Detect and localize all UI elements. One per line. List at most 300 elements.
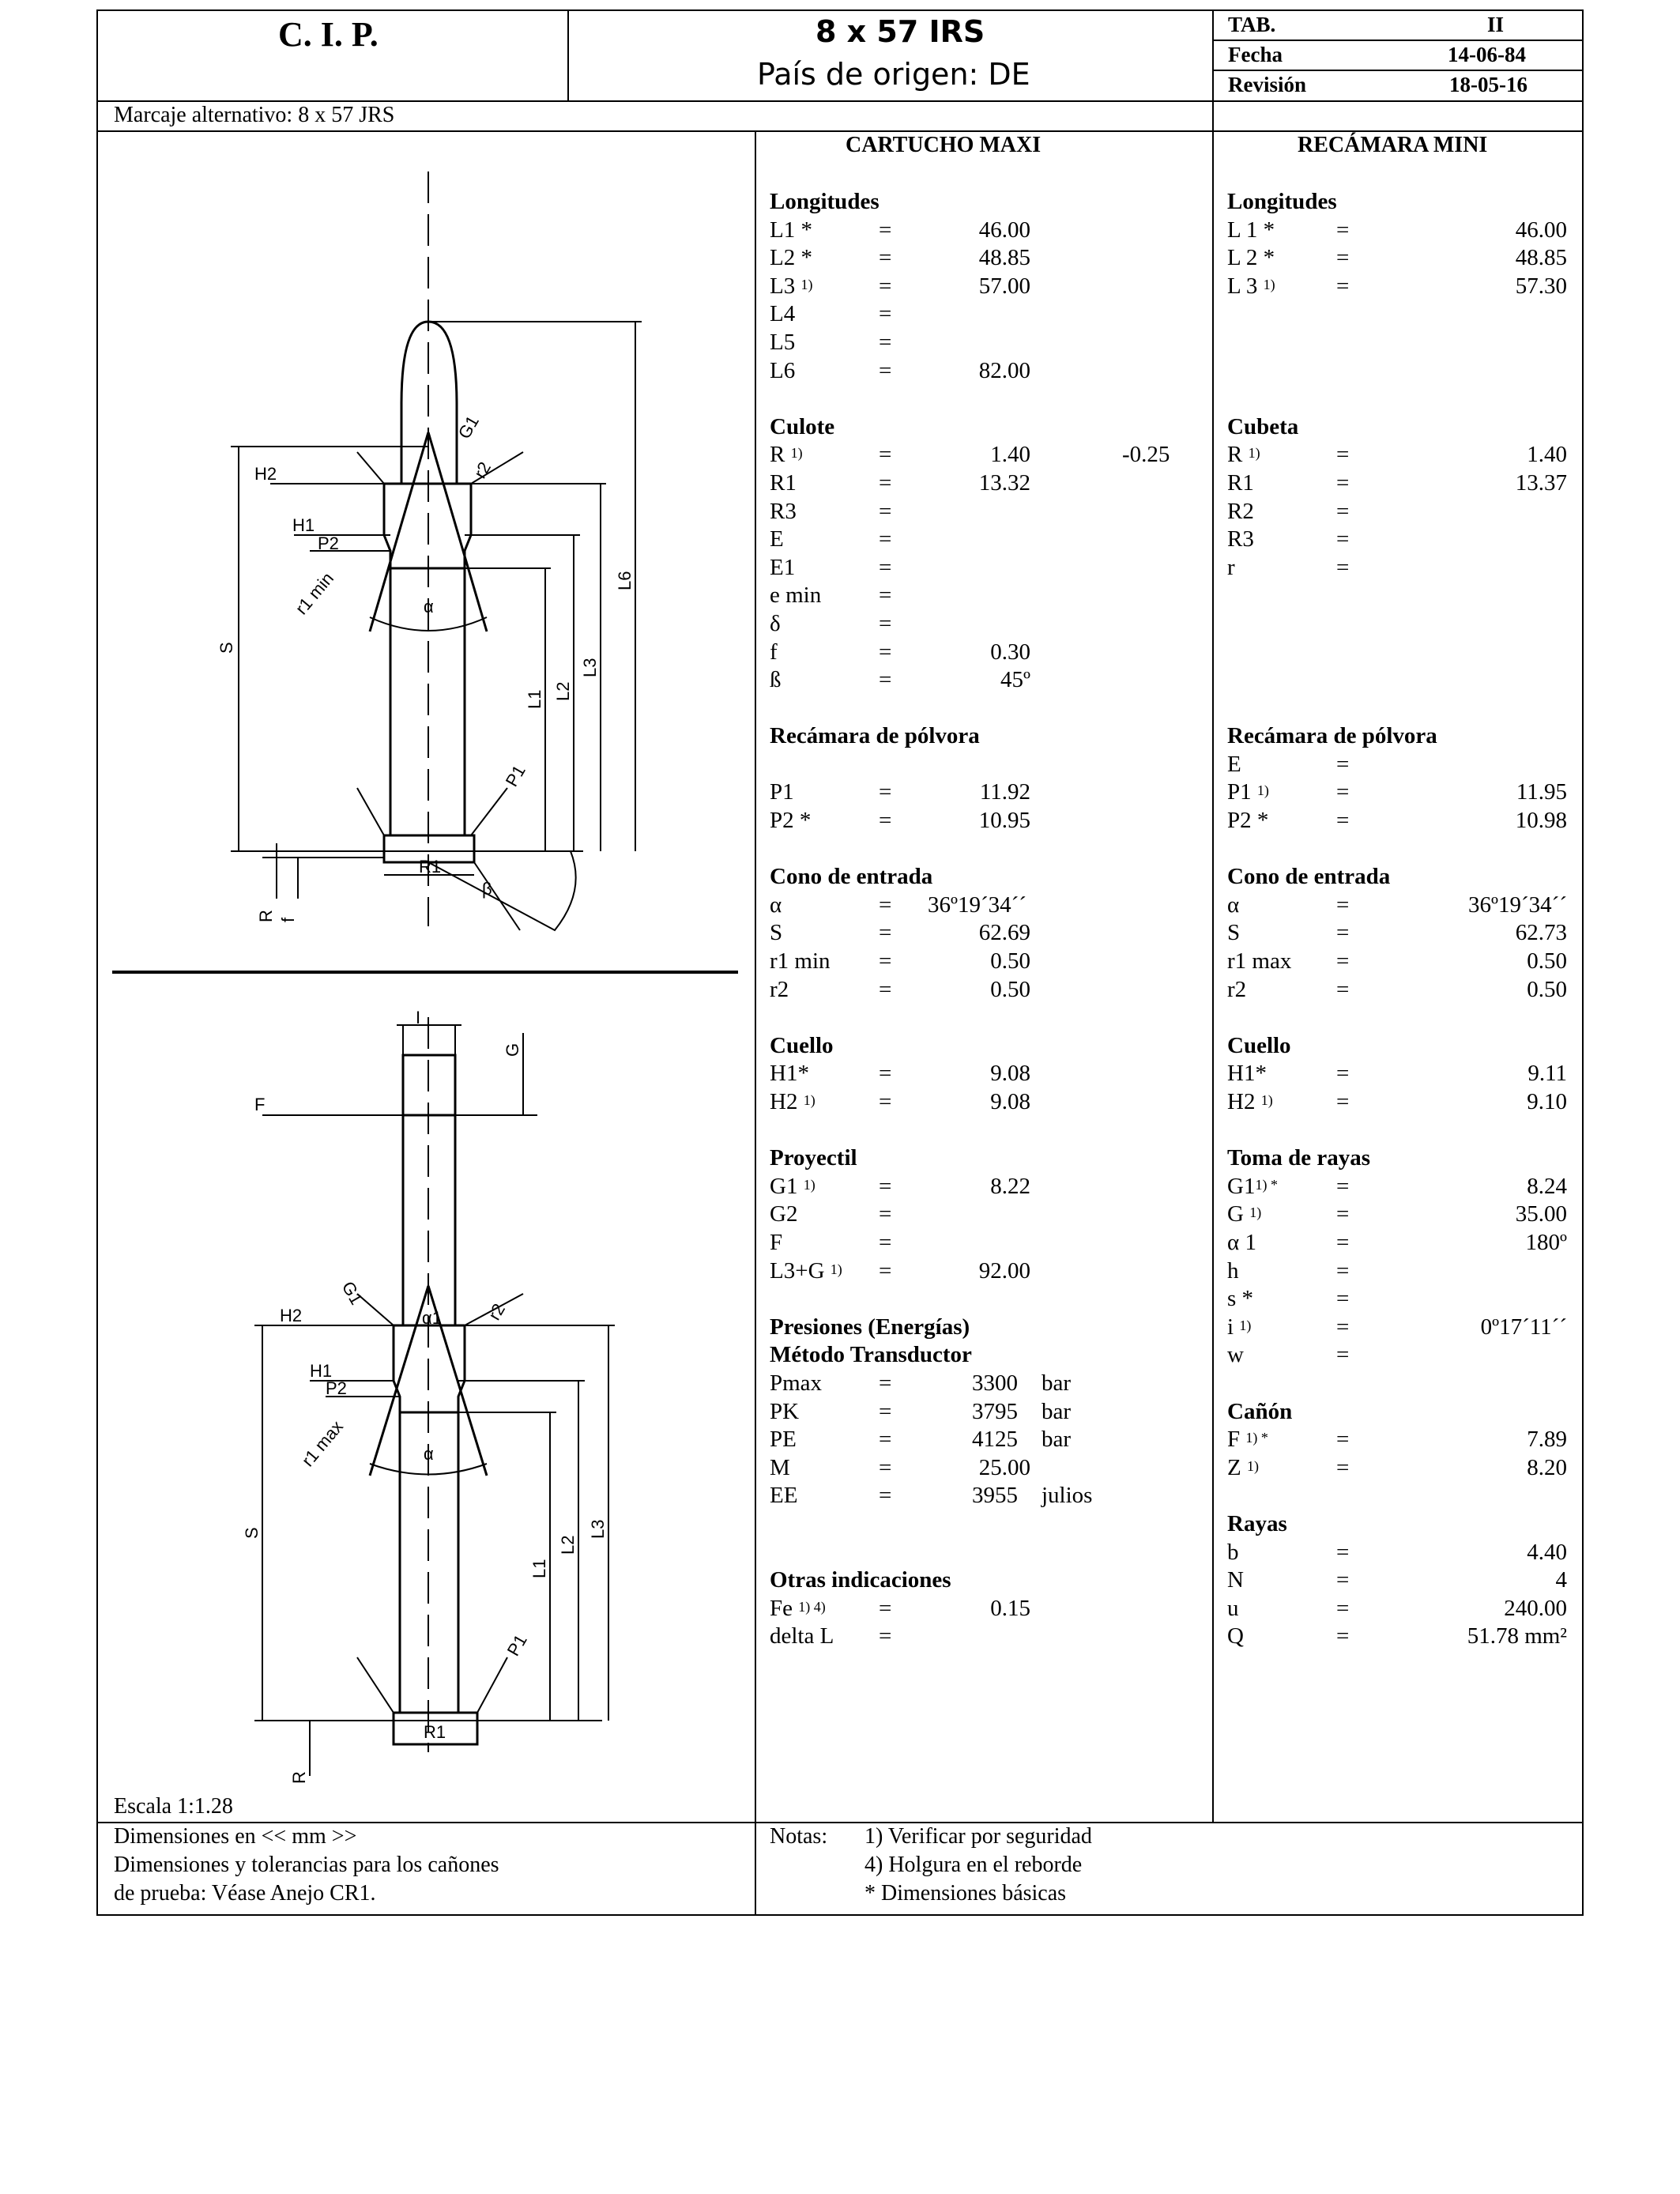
param-value: 0.50 [990, 976, 1030, 1002]
meta-line-1 [1212, 40, 1584, 41]
param-row [1227, 1341, 1575, 1370]
scale-label: Escala 1:1.28 [114, 1794, 233, 1819]
label-h2-bottom: H2 [280, 1306, 303, 1325]
param-key: L5 [770, 329, 796, 355]
label-r1min-top: r1 min [291, 568, 338, 619]
row-spacer [770, 1004, 1212, 1032]
param-row [1227, 751, 1575, 779]
param-value: 180º [1525, 1229, 1567, 1255]
param-unit: bar [1042, 1370, 1072, 1396]
param-value: 0.50 [1527, 948, 1567, 974]
section-title: Recámara de pólvora [1227, 723, 1437, 749]
param-value: 9.08 [990, 1089, 1030, 1114]
label-beta-top: β [482, 879, 492, 899]
equals-sign: = [879, 1061, 892, 1087]
param-row [770, 1482, 1212, 1510]
equals-sign: = [879, 1398, 892, 1424]
equals-sign: = [1336, 1201, 1350, 1227]
param-row [1227, 1173, 1575, 1201]
equals-sign: = [1336, 1539, 1350, 1565]
org-title: C. I. P. [278, 15, 379, 54]
param-key: S [770, 920, 783, 946]
cartucho-heading: CARTUCHO MAXI [846, 133, 1042, 157]
equals-sign: = [879, 498, 892, 524]
param-key: L 2 * [1227, 245, 1275, 271]
param-key: H2 $^{1)}$ [770, 1089, 816, 1114]
recamara-heading: RECÁMARA MINI [1298, 133, 1488, 157]
equals-sign: = [1336, 920, 1350, 946]
equals-sign: = [1336, 1061, 1350, 1087]
param-value: 35.00 [1515, 1201, 1567, 1227]
equals-sign: = [1336, 498, 1350, 524]
label-h1-bottom: H1 [310, 1361, 333, 1381]
param-key: Z $^{1)}$ [1227, 1454, 1259, 1480]
param-value: 4125 [972, 1427, 1018, 1453]
param-value: 51.78 mm² [1467, 1623, 1567, 1649]
param-row [770, 639, 1212, 667]
equals-sign: = [1336, 948, 1350, 974]
origin-text: País de origen: DE [757, 57, 1030, 92]
param-value: 25.00 [978, 1454, 1030, 1480]
param-row [1227, 976, 1575, 1005]
param-row [770, 610, 1212, 639]
revision-value: 18-05-16 [1449, 73, 1527, 96]
param-value: 36º19´34´´ [1468, 892, 1567, 918]
equals-sign: = [1336, 976, 1350, 1002]
param-row [770, 1201, 1212, 1229]
equals-sign: = [879, 948, 892, 974]
label-r2-bottom: r2 [484, 1300, 510, 1324]
section-title: Cubeta [1227, 413, 1299, 439]
tab-label: TAB. [1228, 13, 1276, 36]
caliber-title: 8 x 57 IRS [816, 14, 985, 49]
param-row [770, 1088, 1212, 1117]
equals-sign: = [879, 976, 892, 1002]
equals-sign: = [879, 1257, 892, 1284]
param-row [1227, 1314, 1575, 1342]
param-row [770, 357, 1212, 386]
param-key: R3 [770, 498, 797, 524]
equals-sign: = [879, 1427, 892, 1453]
param-row [770, 1595, 1212, 1623]
row-spacer [1227, 357, 1575, 386]
label-i-bottom: I [416, 1008, 421, 1027]
param-value: 1.40 [990, 442, 1030, 468]
label-alpha-bottom: α [424, 1444, 434, 1464]
fecha-value: 14-06-84 [1448, 43, 1526, 66]
param-key: f [770, 639, 778, 665]
equals-sign: = [879, 779, 892, 805]
param-key: G2 [770, 1201, 798, 1227]
row-spacer [1227, 1482, 1575, 1510]
param-key: r [1227, 554, 1235, 580]
equals-sign: = [1336, 273, 1350, 299]
label-p2-bottom: P2 [326, 1378, 347, 1398]
param-key: L2 * [770, 245, 812, 271]
param-row [1227, 217, 1575, 245]
param-key: H1* [1227, 1061, 1267, 1087]
param-row [770, 498, 1212, 526]
equals-sign: = [1336, 1623, 1350, 1649]
param-row [1227, 807, 1575, 835]
tab-value: II [1487, 13, 1505, 36]
equals-sign: = [879, 1595, 892, 1621]
param-key: r1 min [770, 948, 831, 974]
section-title: Cono de entrada [1227, 864, 1391, 890]
param-unit: julios [1042, 1483, 1093, 1509]
param-row [770, 554, 1212, 582]
param-key: R $^{1)}$ [770, 442, 803, 468]
param-key: H2 $^{1)}$ [1227, 1089, 1273, 1114]
param-row [770, 441, 1212, 469]
label-l2-bottom: L2 [558, 1535, 578, 1555]
col-divider-1 [755, 130, 756, 1916]
param-row [1227, 1285, 1575, 1314]
section-title: Otras indicaciones [770, 1567, 951, 1593]
row-spacer [770, 1510, 1212, 1539]
equals-sign: = [879, 1173, 892, 1199]
param-value: 11.92 [979, 779, 1030, 805]
param-row [770, 273, 1212, 301]
nota-1: 1) Verificar por seguridad [864, 1824, 1092, 1849]
equals-sign: = [879, 554, 892, 580]
param-value: 8.20 [1527, 1454, 1567, 1480]
param-key: e min [770, 582, 822, 609]
param-row [770, 300, 1212, 329]
equals-sign: = [1336, 469, 1350, 496]
param-row [1227, 498, 1575, 526]
param-key: Q [1227, 1623, 1244, 1649]
param-key: H1* [770, 1061, 809, 1087]
equals-sign: = [1336, 1173, 1350, 1199]
param-row [770, 1623, 1212, 1651]
row-spacer [1227, 582, 1575, 610]
row-spacer [1227, 835, 1575, 864]
equals-sign: = [879, 469, 892, 496]
equals-sign: = [879, 526, 892, 552]
param-value: 10.98 [1515, 808, 1567, 834]
param-row [770, 469, 1212, 498]
param-value: 8.22 [990, 1173, 1030, 1199]
section-title: Cañón [1227, 1398, 1293, 1424]
param-row [770, 948, 1212, 976]
row-spacer [770, 1117, 1212, 1145]
param-row [1227, 1623, 1575, 1651]
notas-label: Notas: [770, 1824, 828, 1849]
equals-sign: = [879, 1229, 892, 1255]
param-key: L6 [770, 357, 796, 383]
label-h2-top: H2 [254, 464, 277, 484]
row-spacer [1227, 666, 1575, 695]
row-spacer [770, 835, 1212, 864]
param-key: s * [1227, 1286, 1254, 1312]
param-value: 8.24 [1527, 1173, 1567, 1199]
param-key: $G1^{1) *}$ [1227, 1173, 1278, 1199]
footer-top-line [96, 1822, 1584, 1823]
equals-sign: = [879, 357, 892, 383]
equals-sign: = [879, 582, 892, 609]
param-value: 92.00 [978, 1257, 1030, 1284]
param-row [770, 217, 1212, 245]
equals-sign: = [1336, 217, 1350, 243]
param-unit: -0.25 [1122, 442, 1170, 468]
param-row [770, 1370, 1212, 1398]
row-spacer [1227, 695, 1575, 723]
param-value: 0.30 [990, 639, 1030, 665]
param-row [770, 1454, 1212, 1483]
param-key: L3+G $^{1)}$ [770, 1257, 842, 1284]
equals-sign: = [879, 1370, 892, 1396]
label-f-bottom: F [254, 1095, 266, 1114]
param-key: L 1 * [1227, 217, 1275, 243]
param-value: 9.10 [1527, 1089, 1567, 1114]
param-key: u [1227, 1595, 1239, 1621]
recamara-column [1227, 188, 1575, 1651]
section-title: Rayas [1227, 1510, 1287, 1536]
param-row [1227, 1566, 1575, 1595]
param-value: 0º17´11´´ [1480, 1314, 1567, 1340]
param-value: 82.00 [978, 357, 1030, 383]
equals-sign: = [1336, 1257, 1350, 1284]
param-row [1227, 948, 1575, 976]
param-value: 46.00 [978, 217, 1030, 243]
label-f-top: f [278, 917, 298, 922]
param-value: 1.40 [1527, 442, 1567, 468]
param-key: R $^{1)}$ [1227, 442, 1260, 468]
section-title: Cono de entrada [770, 864, 933, 890]
param-unit: bar [1042, 1427, 1072, 1453]
cip-sheet [96, 9, 1584, 1916]
param-value: 9.11 [1527, 1061, 1567, 1087]
section-title: Proyectil [770, 1145, 857, 1171]
row-spacer [1227, 1370, 1575, 1398]
section-title: Toma de rayas [1227, 1145, 1370, 1171]
label-p2-top: P2 [318, 533, 339, 553]
header-divider-1 [567, 9, 569, 101]
section-subtitle: Método Transductor [770, 1342, 972, 1368]
param-key: P1 [770, 779, 794, 805]
param-row [770, 1257, 1212, 1286]
label-alpha-top: α [424, 597, 434, 616]
param-value: 57.30 [1515, 273, 1567, 299]
param-value: 36º19´34´´ [928, 892, 1026, 918]
param-key: PE [770, 1427, 797, 1453]
equals-sign: = [879, 273, 892, 299]
param-key: α [1227, 892, 1240, 918]
equals-sign: = [879, 1089, 892, 1114]
section-title: Longitudes [770, 189, 880, 214]
param-value: 240.00 [1504, 1595, 1567, 1621]
param-row [1227, 892, 1575, 920]
param-value: 13.37 [1515, 469, 1567, 496]
param-value: 3955 [972, 1483, 1018, 1509]
label-s-top: S [217, 642, 236, 654]
param-row [770, 807, 1212, 835]
equals-sign: = [1336, 526, 1350, 552]
equals-sign: = [879, 892, 892, 918]
param-key: F $^{1) *}$ [1227, 1427, 1268, 1453]
param-key: L 3 $^{1)}$ [1227, 273, 1275, 299]
col-divider-2 [1212, 130, 1214, 1822]
equals-sign: = [1336, 442, 1350, 468]
param-value: 11.95 [1516, 779, 1567, 805]
row-spacer [770, 695, 1212, 723]
param-key: delta L [770, 1623, 834, 1649]
nota-2: 4) Holgura en el reborde [864, 1853, 1083, 1877]
row-spacer [770, 751, 1212, 779]
param-row [1227, 1229, 1575, 1257]
param-row [770, 1173, 1212, 1201]
param-key: r2 [770, 976, 789, 1002]
row-spacer [770, 385, 1212, 413]
param-key: r1 max [1227, 948, 1292, 974]
row-spacer [1227, 300, 1575, 329]
param-key: R1 [1227, 469, 1254, 496]
param-row [1227, 273, 1575, 301]
param-value: 62.73 [1515, 920, 1567, 946]
param-row [770, 778, 1212, 807]
equals-sign: = [879, 667, 892, 693]
label-l3-top: L3 [580, 658, 600, 677]
param-value: 3795 [972, 1398, 1018, 1424]
equals-sign: = [1336, 892, 1350, 918]
label-l1-bottom: L1 [529, 1559, 549, 1578]
param-row [1227, 1257, 1575, 1286]
equals-sign: = [879, 301, 892, 327]
equals-sign: = [1336, 779, 1350, 805]
param-key: δ [770, 610, 781, 636]
param-value: 57.00 [978, 273, 1030, 299]
param-row [1227, 1060, 1575, 1088]
equals-sign: = [1336, 1595, 1350, 1621]
label-p1-bottom: P1 [503, 1630, 531, 1660]
param-row [770, 1426, 1212, 1454]
param-key: α [770, 892, 782, 918]
param-value: 0.50 [1527, 976, 1567, 1002]
param-key: E1 [770, 554, 796, 580]
equals-sign: = [1336, 1427, 1350, 1453]
equals-sign: = [1336, 1089, 1350, 1114]
param-key: R3 [1227, 526, 1254, 552]
equals-sign: = [879, 1483, 892, 1509]
param-row [770, 244, 1212, 273]
section-title: Presiones (Energías) [770, 1314, 970, 1340]
param-row [770, 892, 1212, 920]
param-key: b [1227, 1539, 1239, 1565]
equals-sign: = [879, 920, 892, 946]
label-r1-top: R1 [419, 857, 442, 876]
revision-label: Revisión [1228, 73, 1307, 96]
equals-sign: = [1336, 1454, 1350, 1480]
param-value: 46.00 [1515, 217, 1567, 243]
header-bottom-line [96, 100, 1584, 102]
param-key: G1 $^{1)}$ [770, 1173, 816, 1199]
param-row [770, 1229, 1212, 1257]
param-value: 13.32 [978, 469, 1030, 496]
param-key: P2 * [770, 808, 812, 834]
param-key: ß [770, 667, 782, 693]
equals-sign: = [879, 639, 892, 665]
param-key: L4 [770, 301, 796, 327]
param-row [1227, 441, 1575, 469]
equals-sign: = [1336, 1342, 1350, 1368]
param-row [1227, 919, 1575, 948]
param-row [770, 919, 1212, 948]
param-key: Pmax [770, 1370, 823, 1396]
label-r-top: R [256, 910, 276, 922]
param-row [770, 329, 1212, 357]
label-l3-bottom: L3 [588, 1519, 608, 1539]
cartridge-drawing [96, 132, 752, 1822]
equals-sign: = [1336, 1567, 1350, 1593]
param-key: L3 $^{1)}$ [770, 273, 813, 299]
label-r1-bottom: R1 [424, 1722, 446, 1742]
section-title: Recámara de pólvora [770, 723, 980, 749]
fecha-label: Fecha [1228, 43, 1283, 66]
param-row [1227, 1088, 1575, 1117]
param-row [770, 526, 1212, 554]
nota-3: * Dimensiones básicas [864, 1881, 1067, 1906]
param-value: 7.89 [1527, 1427, 1567, 1453]
equals-sign: = [879, 329, 892, 355]
param-key: R2 [1227, 498, 1254, 524]
param-row [770, 1398, 1212, 1427]
param-value: 4 [1555, 1567, 1567, 1593]
footer-dims-1: Dimensiones en << mm >> [114, 1824, 357, 1849]
param-row [1227, 1595, 1575, 1623]
row-spacer [1227, 610, 1575, 639]
equals-sign: = [879, 808, 892, 834]
footer-dims-2: Dimensiones y tolerancias para los cañones [114, 1853, 499, 1877]
param-row [1227, 1539, 1575, 1567]
equals-sign: = [879, 1201, 892, 1227]
param-key: N [1227, 1567, 1244, 1593]
equals-sign: = [879, 442, 892, 468]
label-l6-top: L6 [615, 571, 635, 590]
label-p1-top: P1 [501, 761, 529, 790]
label-l2-top: L2 [553, 681, 573, 701]
row-spacer [1227, 1117, 1575, 1145]
equals-sign: = [879, 1623, 892, 1649]
equals-sign: = [879, 217, 892, 243]
section-title: Cuello [1227, 1032, 1291, 1058]
section-title: Culote [770, 413, 835, 439]
param-key: G $^{1)}$ [1227, 1201, 1262, 1227]
label-s-bottom: S [242, 1527, 262, 1539]
param-key: M [770, 1454, 790, 1480]
label-r2-top: r2 [469, 458, 495, 482]
param-row [1227, 1426, 1575, 1454]
param-row [770, 976, 1212, 1005]
label-h1-top: H1 [292, 515, 315, 535]
row-spacer [1227, 329, 1575, 357]
label-g1-top: G1 [454, 412, 484, 443]
meta-line-2 [1212, 70, 1584, 71]
param-key: R1 [770, 469, 797, 496]
equals-sign: = [879, 610, 892, 636]
equals-sign: = [1336, 808, 1350, 834]
row-spacer [1227, 1004, 1575, 1032]
param-value: 10.95 [978, 808, 1030, 834]
param-row [770, 1060, 1212, 1088]
equals-sign: = [1336, 554, 1350, 580]
param-value: 48.85 [1515, 245, 1567, 271]
label-g-bottom: G [503, 1042, 522, 1057]
param-row [770, 666, 1212, 695]
param-key: α 1 [1227, 1229, 1256, 1255]
label-g1-bottom: G1 [337, 1278, 367, 1308]
param-row [1227, 1454, 1575, 1483]
